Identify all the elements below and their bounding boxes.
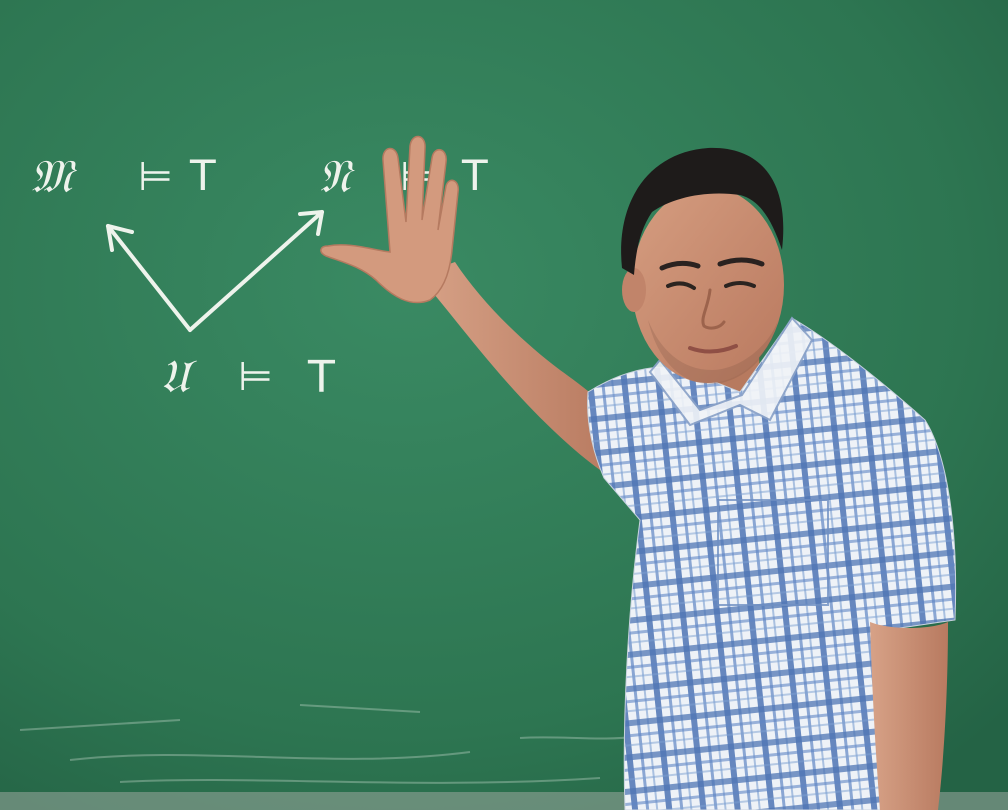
theory-t: T (308, 352, 335, 403)
structure-m: 𝔐 (30, 149, 73, 203)
models-symbol: ⊨ (238, 354, 273, 400)
formula-bottom (160, 349, 335, 403)
structure-n: 𝔑 (318, 149, 351, 203)
structure-u: 𝔘 (160, 349, 190, 403)
theory-t: T (190, 151, 216, 200)
models-symbol: ⊨ (138, 154, 173, 200)
lower-arm (870, 622, 948, 810)
theory-t: T (462, 151, 488, 200)
